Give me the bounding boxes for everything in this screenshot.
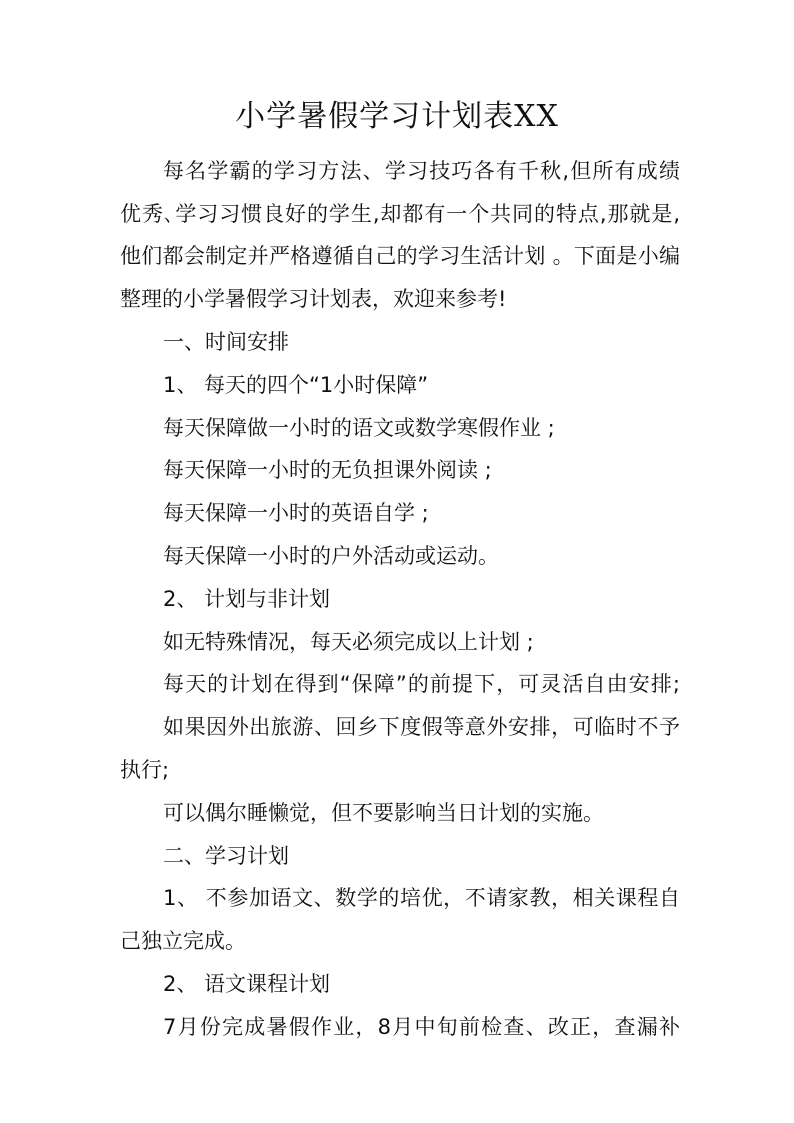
document-title: 小学暑假学习计划表XX — [235, 99, 559, 134]
list-item: 每天保障一小时的英语自学 ; — [163, 501, 429, 525]
section-heading: 一、时间安排 — [163, 330, 289, 354]
list-item-continuation: 己独立完成。 — [120, 929, 246, 953]
list-item-continuation: 执行; — [120, 758, 170, 782]
paragraph-line: 优秀､学习习惯良好的学生,却都有一个共同的特点,那就是, — [120, 202, 680, 226]
list-item: 如果因外出旅游、回乡下度假等意外安排，可临时不予 — [163, 715, 680, 739]
list-item: 每天保障一小时的无负担课外阅读 ; — [163, 458, 492, 482]
list-item: 如无特殊情况，每天必须完成以上计划 ; — [163, 630, 534, 654]
paragraph-line: 每名学霸的学习方法、学习技巧各有千秋,但所有成绩 — [163, 159, 680, 183]
subsection-heading: 1、 每天的四个“1小时保障” — [163, 373, 429, 397]
section-heading: 二、学习计划 — [163, 844, 289, 868]
paragraph-line: 7月份完成暑假作业，8月中旬前检查、改正，查漏补 — [163, 1015, 680, 1039]
paragraph-line: 他们都会制定并严格遵循自己的学习生活计划 。下面是小编 — [120, 244, 680, 268]
list-item: 每天保障一小时的户外活动或运动。 — [163, 544, 499, 568]
paragraph-line: 整理的小学暑假学习计划表，欢迎来参考! — [120, 287, 507, 311]
list-item: 1、 不参加语文、数学的培优，不请家教，相关课程自 — [163, 886, 680, 910]
subsection-heading: 2、 语文课程计划 — [163, 972, 331, 996]
list-item: 可以偶尔睡懒觉，但不要影响当日计划的实施。 — [163, 801, 604, 825]
list-item: 每天的计划在得到“保障”的前提下，可灵活自由安排; — [163, 672, 680, 696]
subsection-heading: 2、 计划与非计划 — [163, 587, 331, 611]
list-item: 每天保障做一小时的语文或数学寒假作业 ; — [163, 416, 555, 440]
